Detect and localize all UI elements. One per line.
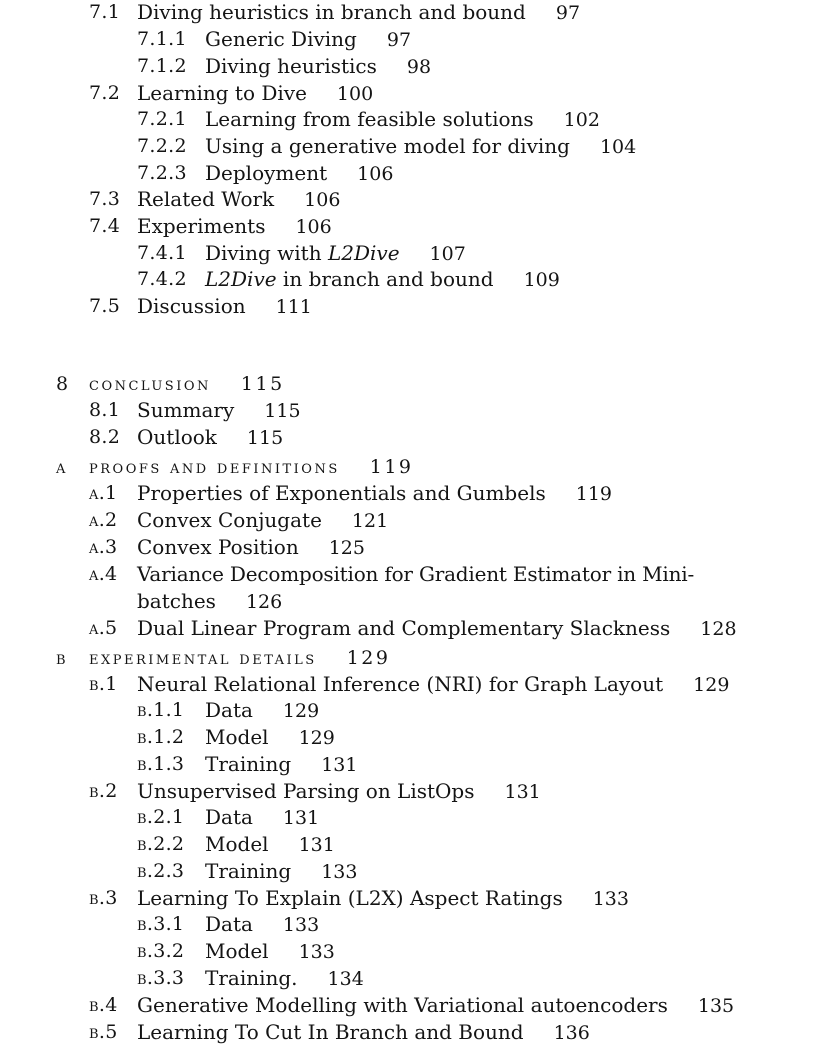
toc-entry-title — [205, 725, 335, 750]
toc-entry-title — [137, 294, 312, 319]
toc-entry-title — [205, 859, 357, 884]
toc-entry-title — [205, 912, 319, 937]
toc-entry-number: a.3 — [89, 536, 118, 558]
toc-entry-number: 7.2.3 — [137, 162, 187, 184]
toc-entry-number: a — [56, 456, 66, 478]
toc-entry-number: a.1 — [89, 482, 118, 504]
toc-entry-page: 98 — [406, 56, 432, 78]
toc-entry-title-text: Related Work — [137, 187, 275, 211]
toc-entry-number: 7.4.1 — [137, 242, 187, 264]
toc-entry-number: b.3.1 — [137, 913, 185, 935]
toc-entry-title — [205, 134, 636, 159]
toc-entry-title — [137, 993, 734, 1018]
toc-entry-title-text: in branch and bound — [276, 267, 494, 291]
toc-entry-page: 115 — [246, 427, 284, 449]
toc-entry-page: 136 — [553, 1022, 590, 1044]
toc-entry-title-text: Discussion — [137, 294, 246, 318]
toc-entry-page: 133 — [282, 914, 320, 936]
toc-entry-page: 97 — [555, 2, 581, 24]
toc-entry-page: 134 — [327, 968, 364, 990]
toc-entry-title-text: Outlook — [137, 425, 217, 449]
toc-entry-number: a.5 — [89, 617, 118, 639]
toc-entry-title — [89, 455, 414, 480]
toc-entry-number: a.2 — [89, 509, 118, 531]
toc-entry-title-text: Unsupervised Parsing on ListOps — [137, 779, 475, 803]
toc-entry-page: 100 — [336, 83, 374, 105]
toc-entry-title-text: Convex Position — [137, 535, 299, 559]
toc-entry-page: 104 — [599, 136, 637, 158]
toc-entry-page: 102 — [563, 109, 600, 131]
toc-entry-title — [137, 1020, 590, 1045]
toc-entry-title-text: Data — [205, 805, 253, 829]
toc-entry-title-text: Model — [205, 725, 269, 749]
toc-entry-title-text: Model — [205, 939, 269, 963]
toc-entry-title-text: Training — [205, 752, 292, 776]
toc-entry-number: b.1 — [89, 673, 118, 695]
toc-entry-number: b.1.1 — [137, 699, 185, 721]
toc-entry-title — [205, 107, 600, 132]
toc-entry-number: 7.4 — [89, 215, 121, 237]
toc-entry-page: 131 — [298, 834, 335, 856]
toc-entry-page: 133 — [298, 941, 335, 963]
toc-entry-title — [205, 27, 411, 52]
toc-entry-title-text: Experiments — [137, 214, 266, 238]
toc-entry-title — [205, 805, 319, 830]
toc-entry-number: b.5 — [89, 1021, 118, 1043]
toc-entry-page: 106 — [304, 189, 341, 211]
toc-entry-title — [137, 187, 340, 212]
toc-entry-number: 7.5 — [89, 295, 121, 317]
toc-entry-page: 126 — [245, 591, 283, 613]
toc-entry-title — [137, 672, 729, 697]
toc-entry-page: 106 — [357, 163, 394, 185]
toc-entry-number: 7.1.2 — [137, 55, 187, 77]
toc-entry-number: b.2.1 — [137, 806, 185, 828]
toc-entry-number: a.4 — [89, 563, 118, 585]
toc-entry-page: 129 — [346, 647, 391, 669]
toc-entry-title — [205, 966, 364, 991]
toc-entry-title-text: Using a generative model for diving — [205, 134, 570, 158]
toc-entry-page: 129 — [693, 674, 730, 696]
toc-entry-page: 133 — [321, 861, 358, 883]
toc-entry-number: b.2.2 — [137, 833, 185, 855]
toc-entry-title-text: Deployment — [205, 161, 328, 185]
toc-entry-title — [89, 646, 390, 671]
toc-entry-title-text: Model — [205, 832, 269, 856]
toc-entry-title — [137, 886, 629, 911]
toc-entry-number: 7.3 — [89, 188, 121, 210]
toc-entry-number: 7.1 — [89, 1, 121, 23]
toc-entry-page: 115 — [240, 373, 285, 395]
toc-entry-title — [137, 616, 737, 641]
toc-entry-number: b.3.3 — [137, 967, 185, 989]
toc-entry-number: b.3 — [89, 887, 118, 909]
toc-entry-title-text: Learning To Cut In Branch and Bound — [137, 1020, 524, 1044]
toc-entry-title — [205, 939, 335, 964]
toc-entry-title-text: Data — [205, 912, 253, 936]
toc-entry-title — [205, 241, 466, 266]
toc-entry-number: 8.2 — [89, 426, 121, 448]
toc-entry-title — [137, 481, 612, 506]
toc-entry-title-text: Learning from feasible solutions — [205, 107, 534, 131]
toc-entry-title — [205, 698, 319, 723]
toc-entry-title-text: Convex Conjugate — [137, 508, 322, 532]
toc-entry-title-text: Variance Decomposition for Gradient Estimator in Mini- — [137, 562, 695, 586]
toc-entry-page: 125 — [328, 537, 365, 559]
toc-entry-title-text: Summary — [137, 398, 235, 422]
toc-entry-page: 107 — [429, 243, 466, 265]
toc-entry-title — [137, 214, 332, 239]
toc-entry-title — [137, 0, 580, 25]
toc-entry-number: b.1.2 — [137, 726, 185, 748]
toc-entry-page: 97 — [386, 29, 412, 51]
toc-entry-page: 121 — [351, 510, 389, 532]
toc-entry-title — [205, 161, 393, 186]
toc-entry-title-text: Dual Linear Program and Complementary Slackness — [137, 616, 671, 640]
toc-entry-title — [137, 562, 704, 586]
toc-entry-page: 109 — [523, 269, 560, 291]
toc-entry-page: 129 — [282, 700, 320, 722]
toc-entry-number: 7.4.2 — [137, 268, 187, 290]
toc-entry-page: 129 — [298, 727, 335, 749]
toc-entry-title — [137, 589, 282, 614]
toc-entry-number: 7.2.2 — [137, 135, 187, 157]
toc-entry-page: 119 — [369, 456, 414, 478]
toc-entry-title-text: conclusion — [89, 374, 211, 395]
toc-entry-title-text: Generative Modelling with Variational autoencoders — [137, 993, 668, 1017]
toc-entry-title — [205, 267, 560, 292]
toc-entry-title — [89, 372, 285, 397]
toc-entry-page: 106 — [295, 216, 332, 238]
toc-entry-number: 7.2.1 — [137, 108, 187, 130]
toc-entry-number: b.4 — [89, 994, 118, 1016]
toc-entry-title-text: Data — [205, 698, 253, 722]
toc-entry-number: b.2.3 — [137, 860, 185, 882]
toc-entry-title-text: Training. — [205, 966, 298, 990]
toc-entry-title-text: proofs and definitions — [89, 457, 340, 478]
toc-entry-title-text: Diving with — [205, 241, 328, 265]
toc-entry-title-text: Diving heuristics in branch and bound — [137, 0, 526, 24]
toc-entry-number: b — [56, 647, 66, 669]
toc-entry-title-text: Learning To Explain (L2X) Aspect Ratings — [137, 886, 563, 910]
toc-entry-title-text: batches — [137, 589, 216, 613]
toc-entry-page: 135 — [697, 995, 735, 1017]
toc-entry-title-text: Training — [205, 859, 292, 883]
toc-entry-title — [205, 54, 431, 79]
toc-entry-title — [137, 779, 541, 804]
toc-entry-page: 115 — [264, 400, 301, 422]
toc-entry-title — [137, 81, 373, 106]
toc-entry-title-text: experimental details — [89, 648, 317, 669]
toc-entry-title-emphasis: L2Dive — [205, 267, 277, 291]
toc-entry-title-text: Diving heuristics — [205, 54, 377, 78]
toc-entry-title-text: Neural Relational Inference (NRI) for Graph Layout — [137, 672, 664, 696]
toc-entry-page: 111 — [275, 296, 312, 318]
toc-entry-page: 119 — [575, 483, 612, 505]
toc-entry-title — [137, 425, 283, 450]
toc-entry-number: 8.1 — [89, 399, 121, 421]
toc-entry-number: b.3.2 — [137, 940, 185, 962]
toc-entry-title — [205, 832, 335, 857]
toc-entry-number: b.1.3 — [137, 753, 185, 775]
toc-entry-title — [205, 752, 357, 777]
toc-entry-title — [137, 398, 301, 423]
toc-entry-number: 8 — [56, 373, 69, 395]
toc-entry-title-text: Learning to Dive — [137, 81, 307, 105]
toc-entry-page: 128 — [700, 618, 737, 640]
toc-entry-page: 131 — [321, 754, 358, 776]
toc-entry-title — [137, 535, 365, 560]
toc-entry-page: 131 — [504, 781, 541, 803]
toc-entry-title-text: Generic Diving — [205, 27, 357, 51]
toc-entry-title-emphasis: L2Dive — [327, 241, 400, 265]
toc-entry-number: 7.1.1 — [137, 28, 187, 50]
toc-entry-page: 133 — [592, 888, 629, 910]
toc-entry-title-text: Properties of Exponentials and Gumbels — [137, 481, 546, 505]
toc-entry-number: b.2 — [89, 780, 118, 802]
toc-entry-page: 131 — [282, 807, 320, 829]
toc-entry-number: 7.2 — [89, 82, 121, 104]
toc-entry-title — [137, 508, 388, 533]
